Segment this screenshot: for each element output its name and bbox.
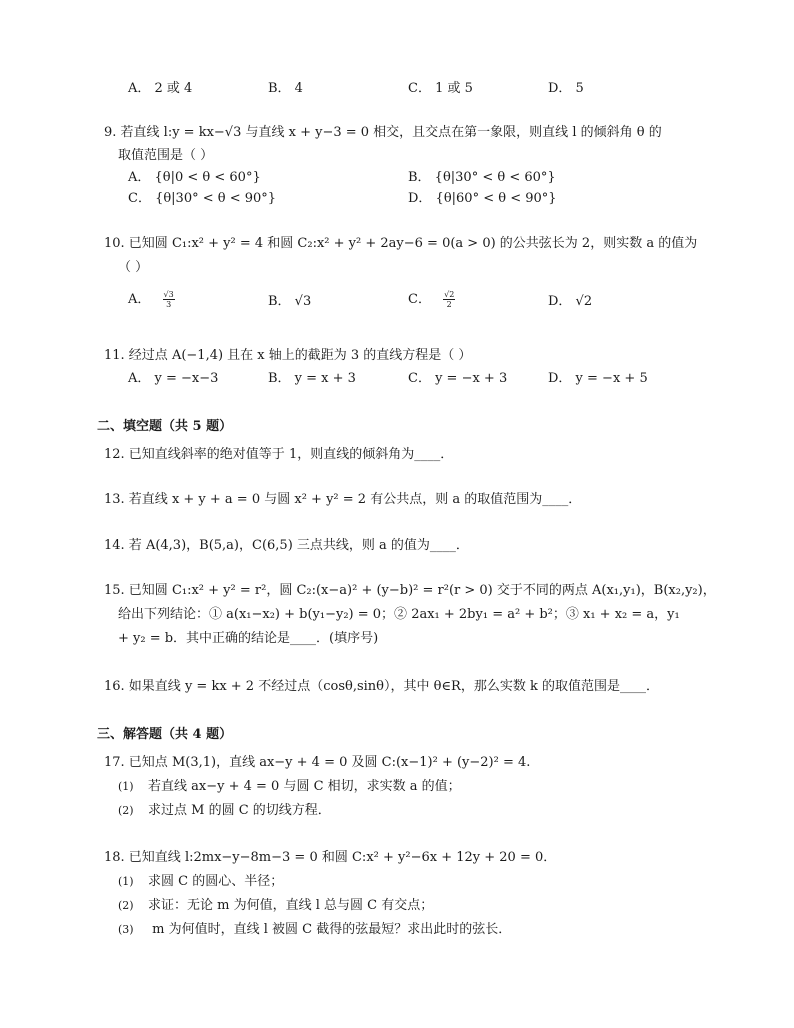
q17-part-1-number: (1) [118,780,134,793]
q11-option-c: C． y = −x + 3 [408,371,508,386]
q10-option-c [408,288,455,309]
q18-part-3-text: m 为何值时，直线 l 被圆 C 截得的弦最短？求出此时的弦长． [148,922,512,937]
q10-option-c-label: C． [408,292,431,307]
q14-stem: 14. 若 A(4,3)，B(5,a)，C(6,5) 三点共线，则 a 的值为____． [104,538,469,553]
q11-stem: 11. 经过点 A(−1,4) 且在 x 轴上的截距为 3 的直线方程是（ ） [104,348,472,363]
q9-option-b: B． {θ|30° < θ < 60°} [408,170,556,185]
section-fill-in-title: 二、填空题（共 5 题） [97,419,233,434]
q18-part-2-number: (2) [118,899,134,912]
q18-stem: 18. 已知直线 l:2mx−y−8m−3 = 0 和圆 C:x² + y²−6x + 12y + 20 = 0． [104,850,557,865]
q8-option-d: D． 5 [548,81,584,96]
q15-stem-line2: 给出下列结论：① a(x₁−x₂) + b(y₁−y₂) = 0；② 2ax₁ + 2by₁ = a² + b²；③ x₁ + x₂ = a，y₁ [118,607,680,622]
q10-option-a-denominator: 3 [166,300,172,309]
q10-option-a-label: A． [128,292,151,307]
q15-stem-line1: 15. 已知圆 C₁:x² + y² = r²，圆 C₂:(x−a)² + (y−b)² = r²(r > 0) 交于不同的两点 A(x₁,y₁)，B(x₂,y₂)， [104,583,716,598]
q17-part-2 [118,799,331,818]
q11-option-b: B． y = x + 3 [268,371,356,386]
q17-part-2-text: 求过点 M 的圆 C 的切线方程． [148,803,331,818]
q10-option-b: B． √3 [268,294,312,309]
q17-stem: 17. 已知点 M(3,1)，直线 ax−y + 4 = 0 及圆 C:(x−1)² + (y−2)² = 4. [104,755,531,770]
q17-part-1-text: 若直线 ax−y + 4 = 0 与圆 C 相切，求实数 a 的值； [148,779,461,794]
q10-stem-line2: （ ） [118,260,149,275]
q18-part-1-text: 求圆 C 的圆心、半径； [148,874,284,889]
q9-stem-line2: 取值范围是（ ） [118,148,214,163]
q9-option-a: A． {θ|0 < θ < 60°} [128,170,261,185]
q15-stem-line3: + y₂ = b．其中正确的结论是____．(填序号) [118,631,379,646]
q8-option-c: C． 1 或 5 [408,81,473,96]
q10-option-a-fraction [163,290,175,309]
q12-stem: 12. 已知直线斜率的绝对值等于 1，则直线的倾斜角为____． [104,447,454,462]
q18-part-3 [118,918,511,937]
q9-option-d: D． {θ|60° < θ < 90°} [408,191,557,206]
q18-part-1-number: (1) [118,875,134,888]
q13-stem: 13. 若直线 x + y + a = 0 与圆 x² + y² = 2 有公共点，则 a 的取值范围为____． [104,492,582,507]
q10-option-d: D． √2 [548,294,593,309]
q17-part-1 [118,775,461,794]
q11-option-a: A． y = −x−3 [128,371,219,386]
q9-stem-line1: 9. 若直线 l:y = kx−√3 与直线 x + y−3 = 0 相交，且交点在第一象限，则直线 l 的倾斜角 θ 的 [104,125,662,140]
q9-option-c: C． {θ|30° < θ < 90°} [128,191,277,206]
q17-part-2-number: (2) [118,804,134,817]
q16-stem: 16. 如果直线 y = kx + 2 不经过点（cosθ,sinθ），其中 θ∈R，那么实数 k 的取值范围是____． [104,679,659,694]
q10-option-c-fraction [443,290,455,309]
q11-option-d: D． y = −x + 5 [548,371,648,386]
q10-option-a-numerator: √3 [163,290,174,299]
q10-stem-line1: 10. 已知圆 C₁:x² + y² = 4 和圆 C₂:x² + y² + 2ay−6 = 0(a > 0) 的公共弦长为 2，则实数 a 的值为 [104,236,698,251]
q10-option-c-numerator: √2 [444,290,455,299]
q18-part-2 [118,894,433,913]
section-solve-title: 三、解答题（共 4 题） [97,727,233,742]
q10-option-c-denominator: 2 [446,300,452,309]
q18-part-3-number: (3) [118,923,134,936]
q10-option-a [128,288,175,309]
q18-part-1 [118,870,283,889]
q8-option-a: A． 2 或 4 [128,81,193,96]
q8-option-b: B． 4 [268,81,303,96]
q18-part-2-text: 求证：无论 m 为何值，直线 l 总与圆 C 有交点； [148,898,434,913]
